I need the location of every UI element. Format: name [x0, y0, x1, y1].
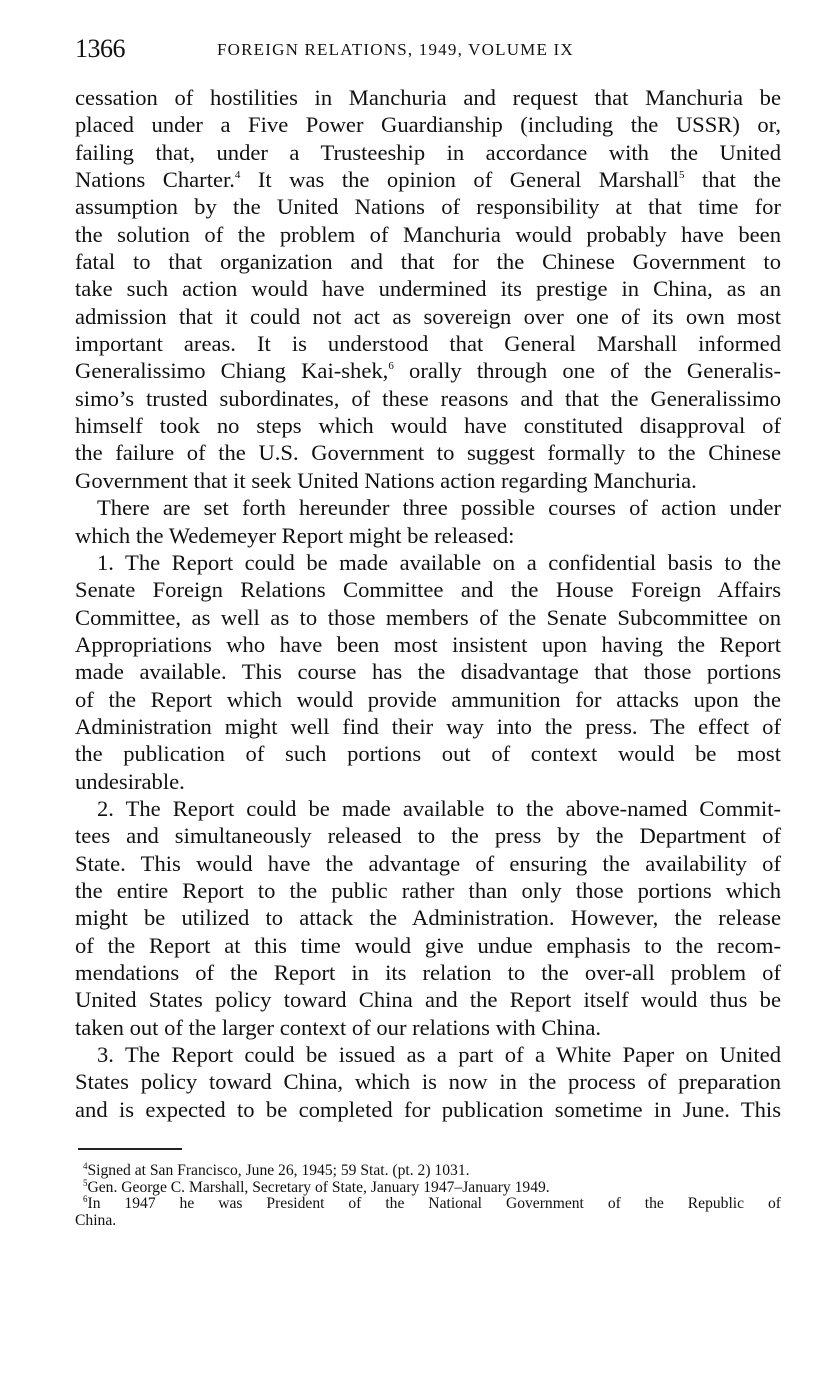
- text-line: made available. This course has the disadvantage that those portions: [75, 659, 781, 685]
- text-line: placed under a Five Power Guardianship (including the USSR) or,: [75, 112, 781, 138]
- text-line: might be utilized to attack the Administration. However, the release: [75, 905, 781, 931]
- text-line: Administration might well find their way into the press. The effect of: [75, 713, 781, 739]
- text-fragment: Generalissimo Chiang Kai-shek,: [75, 358, 389, 384]
- footnote-text: Signed at San Francisco, June 26, 1945; 59 Stat. (pt. 2) 1031.: [87, 1162, 470, 1179]
- text-line: take such action would have undermined its prestige in China, as an: [75, 276, 781, 302]
- text-fragment: orally through one of the Generalis-: [393, 358, 781, 384]
- text-line: Committee, as well as to those members of the Senate Subcommittee on: [75, 604, 781, 630]
- text-line: and is expected to be completed for publication sometime in June. This: [75, 1096, 781, 1122]
- text-line: cessation of hostilities in Manchuria and request that Manchuria be: [75, 85, 781, 110]
- footnote-5: [75, 1177, 781, 1197]
- footnote-6-continued: [75, 1213, 781, 1230]
- footnote-text: In 1947 he was President of the National Government of the Republic of: [87, 1195, 781, 1213]
- list-item-3-start: 3. The Report could be issued as a part of a White Paper on United: [97, 1042, 781, 1068]
- text-fragment: It was the opinion of General Marshall: [240, 167, 680, 193]
- text-line: [75, 166, 781, 193]
- footnote-6: [75, 1196, 781, 1213]
- footnote-4: [75, 1163, 781, 1180]
- text-line: of the Report at this time would give undue emphasis to the recom-: [75, 932, 781, 958]
- running-head: FOREIGN RELATIONS, 1949, VOLUME IX: [217, 40, 574, 59]
- text-line: [75, 357, 781, 384]
- body-text: [75, 84, 781, 1123]
- footnote-ref-6[interactable]: 6: [388, 360, 394, 373]
- text-line: simo’s trusted subordinates, of these reasons and that the Generalissimo: [75, 385, 781, 411]
- list-item-2-start: 2. The Report could be made available to the above-named Commit-: [97, 795, 781, 821]
- text-line: the solution of the problem of Manchuria would probably have been: [75, 221, 781, 247]
- page-header: [75, 34, 780, 66]
- footnotes: [75, 1163, 781, 1229]
- text-line: assumption by the United Nations of responsibility at that time for: [75, 194, 781, 220]
- text-line: of the Report which would provide ammunition for attacks upon the: [75, 686, 781, 712]
- text-line: State. This would have the advantage of ensuring the availability of: [75, 850, 781, 876]
- text-line: undesirable.: [75, 768, 185, 794]
- text-fragment: Nations Charter.: [75, 167, 235, 193]
- text-line: failing that, under a Trusteeship in accordance with the United: [75, 139, 781, 165]
- text-line: the publication of such portions out of context would be most: [75, 741, 781, 767]
- text-line: mendations of the Report in its relation to the over-all problem of: [75, 960, 781, 985]
- footnote-marker: 6: [83, 1194, 88, 1205]
- text-line: himself took no steps which would have constituted disapproval of: [75, 413, 781, 439]
- footnote-marker: 5: [83, 1177, 88, 1188]
- text-line: important areas. It is understood that General Marshall informed: [75, 331, 781, 357]
- footnote-text: China.: [75, 1211, 117, 1229]
- text-fragment: that the: [684, 167, 781, 193]
- text-line: Government that it seek United Nations action regarding Manchuria.: [75, 467, 697, 493]
- text-line: States policy toward China, which is now in the process of preparation: [75, 1069, 781, 1095]
- paragraph-start-line: There are set forth hereunder three possible courses of action under: [97, 495, 781, 521]
- text-line: taken out of the larger context of our relations with China.: [75, 1014, 601, 1040]
- text-line: United States policy toward China and the Report itself would thus be: [75, 987, 781, 1013]
- footnote-marker: 4: [83, 1161, 88, 1171]
- list-item-1-start: 1. The Report could be made available on a confidential basis to the: [97, 549, 781, 575]
- footnote-text: Gen. George C. Marshall, Secretary of State, January 1947–January 1949.: [87, 1178, 550, 1196]
- footnote-ref-4[interactable]: 4: [234, 169, 241, 182]
- text-line: Senate Foreign Relations Committee and the House Foreign Affairs: [75, 577, 781, 603]
- footnote-divider: [78, 1148, 182, 1150]
- text-line: the entire Report to the public rather than only those portions which: [75, 877, 781, 903]
- text-line: admission that it could not act as sovereign over one of its own most: [75, 303, 781, 329]
- text-line: tees and simultaneously released to the press by the Department of: [75, 823, 781, 849]
- footnote-ref-5[interactable]: 5: [679, 169, 685, 182]
- text-line: which the Wedemeyer Report might be released:: [75, 522, 515, 548]
- page-number: 1366: [75, 34, 125, 63]
- text-line: fatal to that organization and that for the Chinese Government to: [75, 249, 781, 275]
- text-line: Appropriations who have been most insistent upon having the Report: [75, 631, 781, 657]
- text-line: the failure of the U.S. Government to suggest formally to the Chinese: [75, 440, 781, 466]
